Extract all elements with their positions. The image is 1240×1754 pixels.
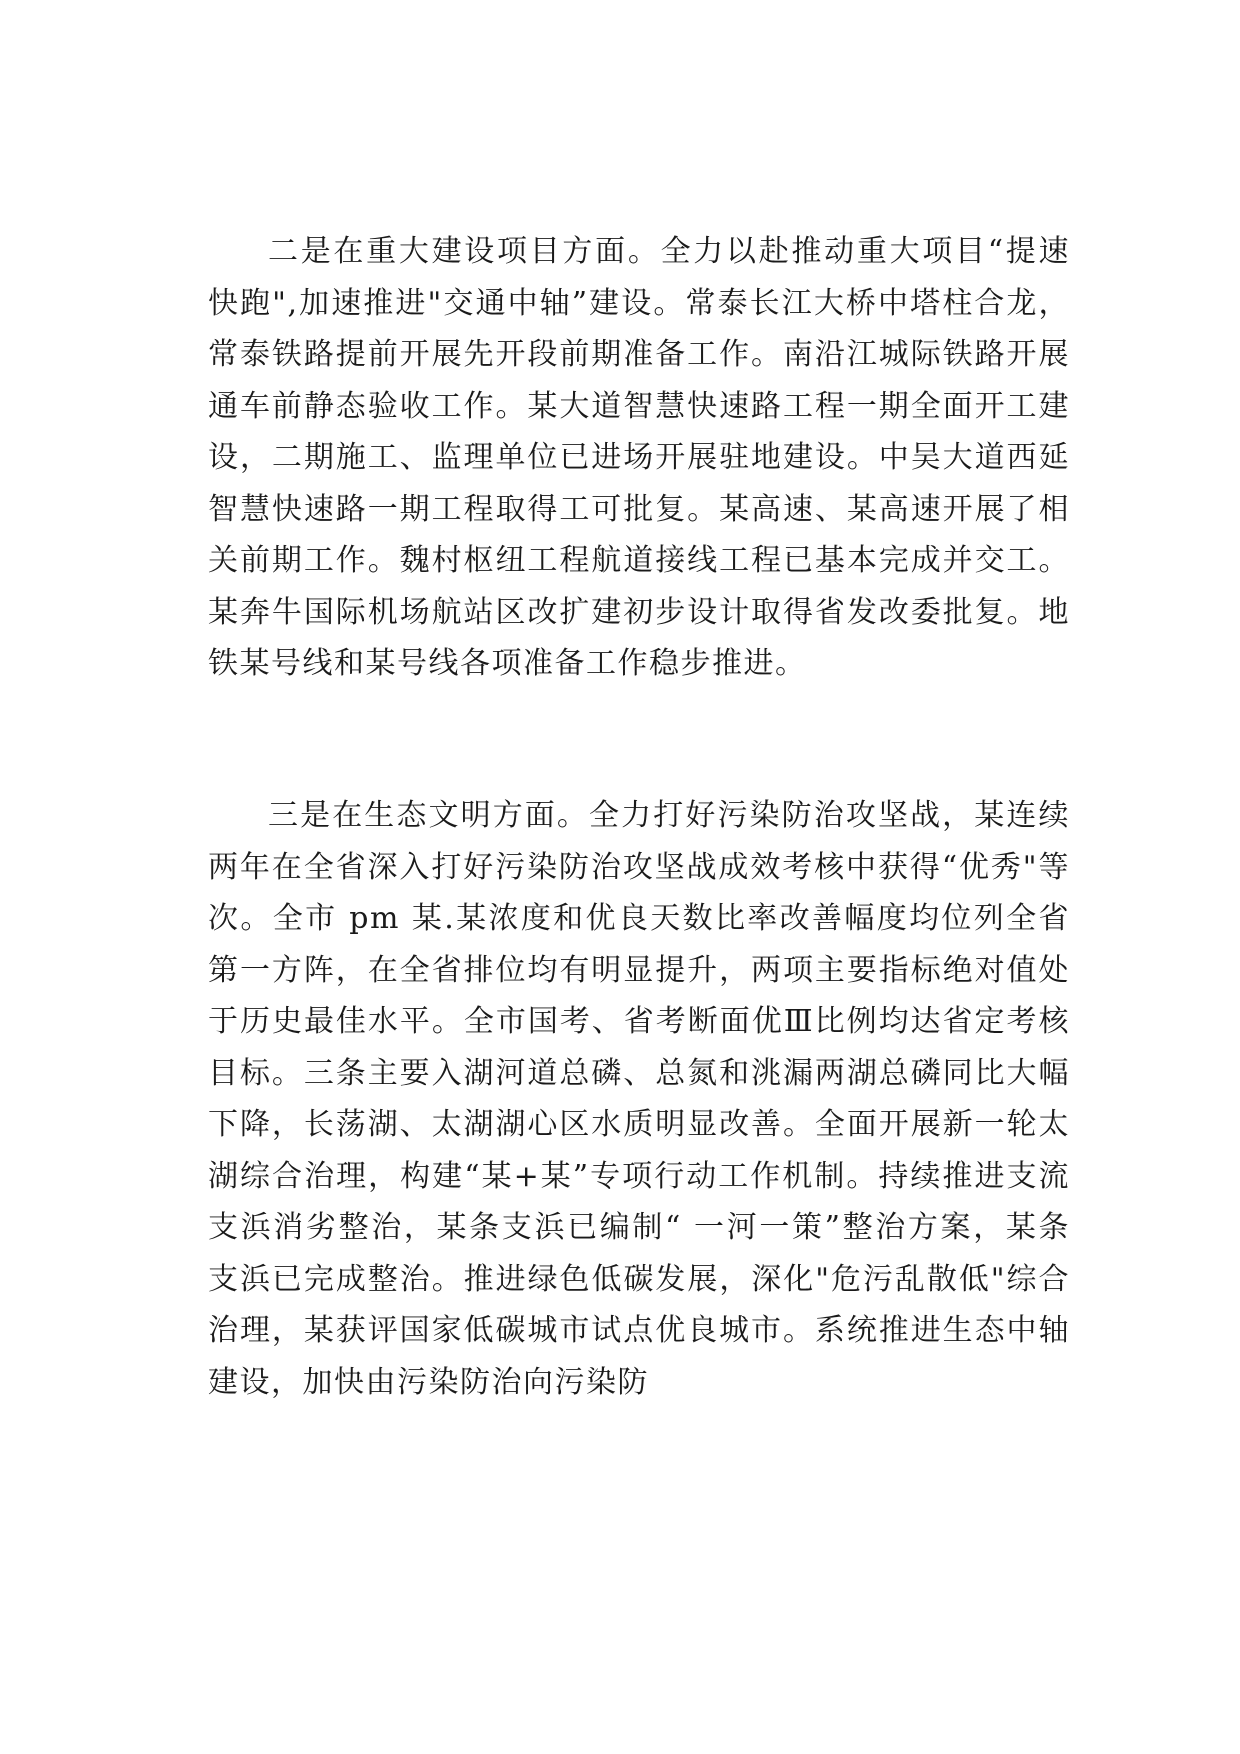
- paragraph-ecological-civilization: 三是在生态文明方面。全力打好污染防治攻坚战，某连续两年在全省深入打好污染防治攻坚战成效考核中获得“优秀"等次。全市 pm 某.某浓度和优良天数比率改善幅度均位列全省第一方阵，在全省排位均有明显提升，两项主要指标绝对值处于历史最佳水平。全市国考、省考断面优Ⅲ比例均达省定考核目标。三条主要入湖河道总磷、总氮和洮漏两湖总磷同比大幅下降，长荡湖、太湖湖心区水质明显改善。全面开展新一轮太湖综合治理，构建“某+某”专项行动工作机制。持续推进支流支浜消劣整治，某条支浜已编制“ 一河一策”整治方案，某条支浜已完成整治。推进绿色低碳发展，深化"危污乱散低"综合治理，某获评国家低碳城市试点优良城市。系统推进生态中轴建设，加快由污染防治向污染防: [208, 798, 1070, 1400]
- paragraph-major-construction-projects: 二是在重大建设项目方面。全力以赴推动重大项目“提速快跑",加速推进"交通中轴”建设。常泰长江大桥中塔柱合龙，常泰铁路提前开展先开段前期准备工作。南沿江城际铁路开展通车前静态验收工作。某大道智慧快速路工程一期全面开工建设，二期施工、监理单位已进场开展驻地建设。中吴大道西延智慧快速路一期工程取得工可批复。某高速、某高速开展了相关前期工作。魏村枢纽工程航道接线工程已基本完成并交工。某奔牛国际机场航站区改扩建初步设计取得省发改委批复。地铁某号线和某号线各项准备工作稳步推进。: [208, 234, 1070, 681]
